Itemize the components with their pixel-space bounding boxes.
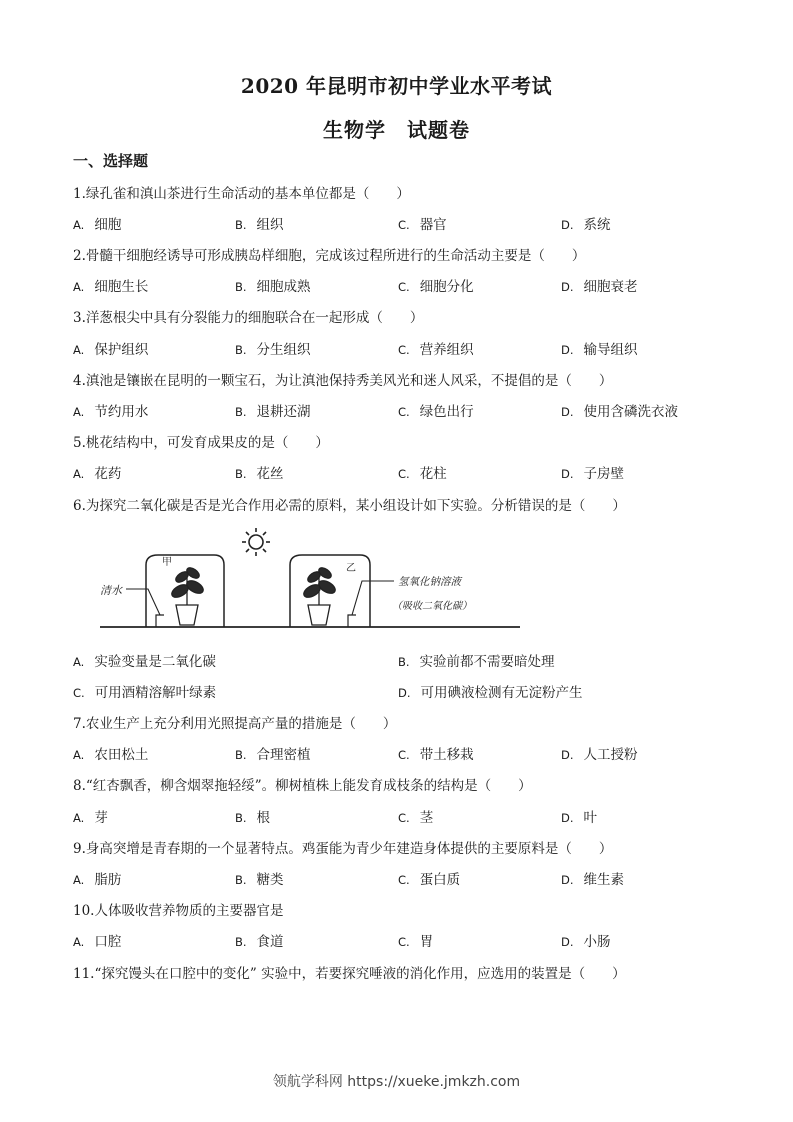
- label-water: 清水: [100, 584, 122, 597]
- label-jar-b: 乙: [346, 563, 356, 574]
- option-c: C. 带土移栽: [398, 747, 474, 763]
- option-c: C. 绿色出行: [398, 404, 474, 420]
- footer-watermark: 领航学科网 https://xueke.jmkzh.com: [272, 1074, 521, 1090]
- option-d: D. 使用含磷洗衣液: [561, 404, 679, 420]
- question-10-options: [73, 930, 733, 950]
- option-b: B. 合理密植: [235, 747, 311, 763]
- option-c: C. 细胞分化: [398, 279, 474, 295]
- label-jar-a: 甲: [162, 557, 172, 568]
- question-11: 11.“探究馒头在口腔中的变化” 实验中，若要探究唾液的消化作用，应选用的装置是（ ）: [73, 966, 626, 982]
- question-9: 9.身高突增是青春期的一个显著特点。鸡蛋能为青少年建造身体提供的主要原料是（ ）: [73, 841, 613, 857]
- option-b: B. 食道: [235, 934, 284, 950]
- plant-b: [302, 566, 338, 625]
- label-naoh: 氢氧化钠溶液: [398, 576, 461, 588]
- question-3: 3.洋葱根尖中具有分裂能力的细胞联合在一起形成（ ）: [73, 310, 424, 326]
- option-b: B. 退耕还湖: [235, 404, 311, 420]
- section-heading: 一、选择题: [73, 152, 149, 170]
- option-a: A. 农田松土: [73, 747, 149, 763]
- option-d: D. 维生素: [561, 872, 625, 888]
- option-b: B. 根: [235, 810, 271, 826]
- option-a: A. 细胞生长: [73, 279, 149, 295]
- pointer-left: [126, 589, 160, 615]
- experiment-figure: [100, 525, 520, 633]
- question-6-options-row-2: [73, 681, 733, 701]
- option-d: D. 子房壁: [561, 466, 625, 482]
- option-a: A. 芽: [73, 810, 108, 826]
- option-c: C. 器官: [398, 217, 447, 233]
- question-4: 4.滇池是镶嵌在昆明的一颗宝石，为让滇池保持秀美风光和迷人风采，不提倡的是（ ）: [73, 373, 613, 389]
- option-b: B. 实验前都不需要暗处理: [398, 654, 555, 670]
- option-c: C. 可用酒精溶解叶绿素: [73, 685, 217, 701]
- plant-a: [170, 566, 206, 625]
- question-2-options: [73, 275, 733, 295]
- dish-b: [348, 615, 356, 627]
- question-9-options: [73, 868, 733, 888]
- question-6: 6.为探究二氧化碳是否是光合作用必需的原料，某小组设计如下实验。分析错误的是（ ）: [73, 498, 626, 514]
- option-a: A. 节约用水: [73, 404, 149, 420]
- question-5-options: [73, 462, 733, 482]
- label-absorb-co2: （吸收二氧化碳）: [392, 601, 472, 612]
- question-4-options: [73, 400, 733, 420]
- option-b: B. 花丝: [235, 466, 284, 482]
- question-6-options-row-1: [73, 650, 733, 670]
- question-10: 10.人体吸收营养物质的主要器官是: [73, 903, 284, 919]
- option-d: D. 细胞衰老: [561, 279, 638, 295]
- option-d: D. 小肠: [561, 934, 611, 950]
- option-b: B. 组织: [235, 217, 284, 233]
- dish-a: [156, 615, 164, 627]
- question-5: 5.桃花结构中，可发育成果皮的是（ ）: [73, 435, 329, 451]
- question-7-options: [73, 743, 733, 763]
- option-b: B. 细胞成熟: [235, 279, 311, 295]
- option-a: A. 口腔: [73, 934, 122, 950]
- option-c: C. 茎: [398, 810, 434, 826]
- option-d: D. 人工授粉: [561, 747, 638, 763]
- option-c: C. 蛋白质: [398, 872, 461, 888]
- option-a: A. 花药: [73, 466, 122, 482]
- option-c: C. 花柱: [398, 466, 447, 482]
- option-d: D. 输导组织: [561, 342, 638, 358]
- option-d: D. 可用碘液检测有无淀粉产生: [398, 685, 583, 701]
- question-7: 7.农业生产上充分利用光照提高产量的措施是（ ）: [73, 716, 397, 732]
- option-b: B. 分生组织: [235, 342, 311, 358]
- question-2: 2.骨髓干细胞经诱导可形成胰岛样细胞，完成该过程所进行的生命活动主要是（ ）: [73, 248, 586, 264]
- exam-subtitle: 生物学 试题卷: [323, 118, 470, 142]
- option-a: A. 细胞: [73, 217, 122, 233]
- option-a: A. 脂肪: [73, 872, 122, 888]
- question-1: 1.绿孔雀和滇山茶进行生命活动的基本单位都是（ ）: [73, 186, 410, 202]
- option-c: C. 胃: [398, 934, 434, 950]
- question-8: 8.“红杏飘香，柳含烟翠拖轻绥”。柳树植株上能发育成枝条的结构是（ ）: [73, 778, 532, 794]
- option-b: B. 糖类: [235, 872, 284, 888]
- option-d: D. 系统: [561, 217, 611, 233]
- question-1-options: [73, 213, 733, 233]
- sun-icon: [242, 528, 270, 556]
- option-a: A. 实验变量是二氧化碳: [73, 654, 216, 670]
- exam-title: 2020 年昆明市初中学业水平考试: [240, 74, 553, 98]
- question-8-options: [73, 806, 733, 826]
- question-3-options: [73, 338, 733, 358]
- option-c: C. 营养组织: [398, 342, 474, 358]
- pointer-right: [352, 581, 394, 615]
- option-d: D. 叶: [561, 810, 598, 826]
- option-a: A. 保护组织: [73, 342, 149, 358]
